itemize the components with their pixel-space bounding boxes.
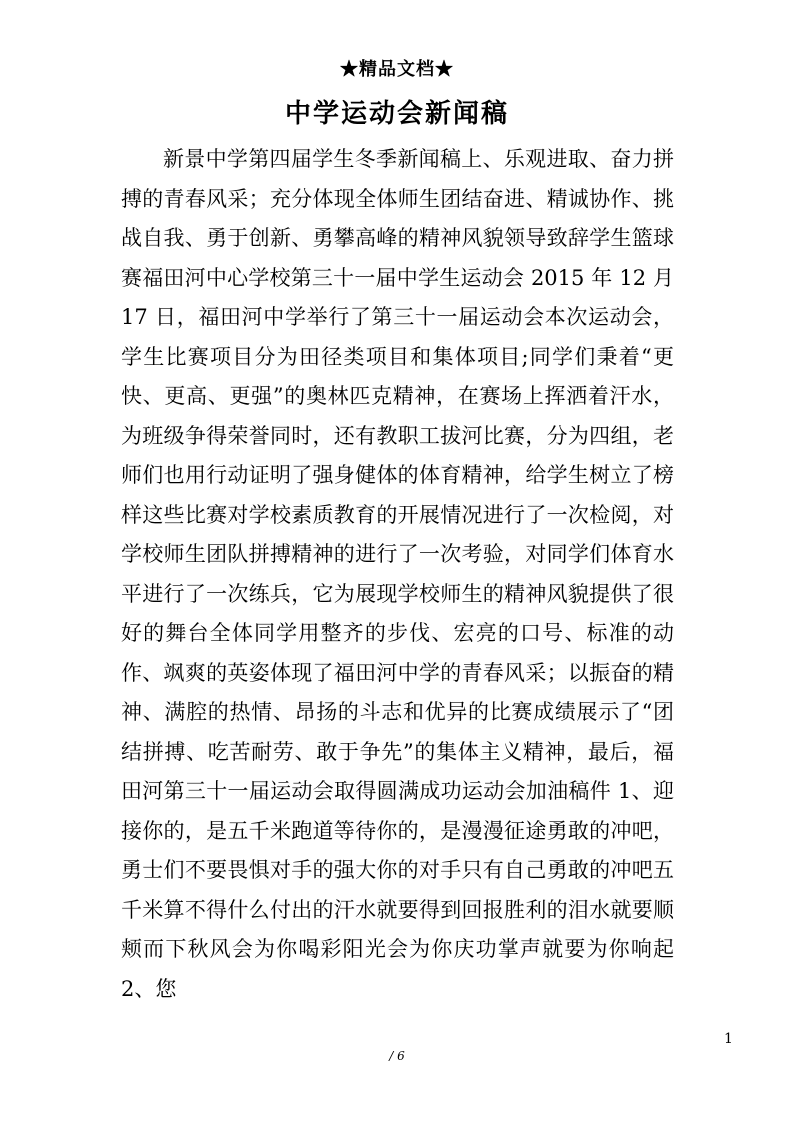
page-indicator: / 6 bbox=[389, 1049, 405, 1063]
page-number: 1 bbox=[724, 1031, 733, 1047]
header-banner: ★精品文档★ bbox=[340, 59, 454, 80]
document-title: 中学运动会新闻稿 bbox=[284, 99, 509, 129]
document-body: 新景中学第四届学生冬季新闻稿上、乐观进取、奋力拼搏的青春风采；充分体现全体师生团结奋进、精诚协作、挑战自我、勇于创新、勇攀高峰的精神风貌领导致辞学生篮球赛福田河中心学校第三十一届中学生运动会 2015 年 12 月 17 日，福田河中学举行了第三十一届运动会本次运动会，学生比赛项目分为田径类项目和集体项目;同学们秉着“更快、更高、更强”的奥林匹克精神，在赛场上挥洒着汗水，为班级争得荣誉同时，还有教职工拔河比赛，分为四组，老师们也用行动证明了强身健体的体育精神，给学生树立了榜样这些比赛对学校素质教育的开展情况进行了一次检阅，对学校师生团队拼搏精神的进行了一次考验，对同学们体育水平进行了一次练兵，它为展现学校师生的精神风貌提供了很好的舞台全体同学用整齐的步伐、宏亮的口号、标准的动作、飒爽的英姿体现了福田河中学的青春风采；以振奋的精神、满腔的热情、昂扬的斗志和优异的比赛成绩展示了“团结拼搏、吃苦耐劳、敢于争先”的集体主义精神，最后，福田河第三十一届运动会取得圆满成功运动会加油稿件 1、迎接你的，是五千米跑道等待你的，是漫漫征途勇敢的冲吧，勇士们不要畏惧对手的强大你的对手只有自己勇敢的冲吧五千米算不得什么付出的汗水就要得到回报胜利的泪水就要顺颊而下秋风会为你喝彩阳光会为你庆功掌声就要为你响起 2、您 bbox=[121, 147, 674, 1001]
